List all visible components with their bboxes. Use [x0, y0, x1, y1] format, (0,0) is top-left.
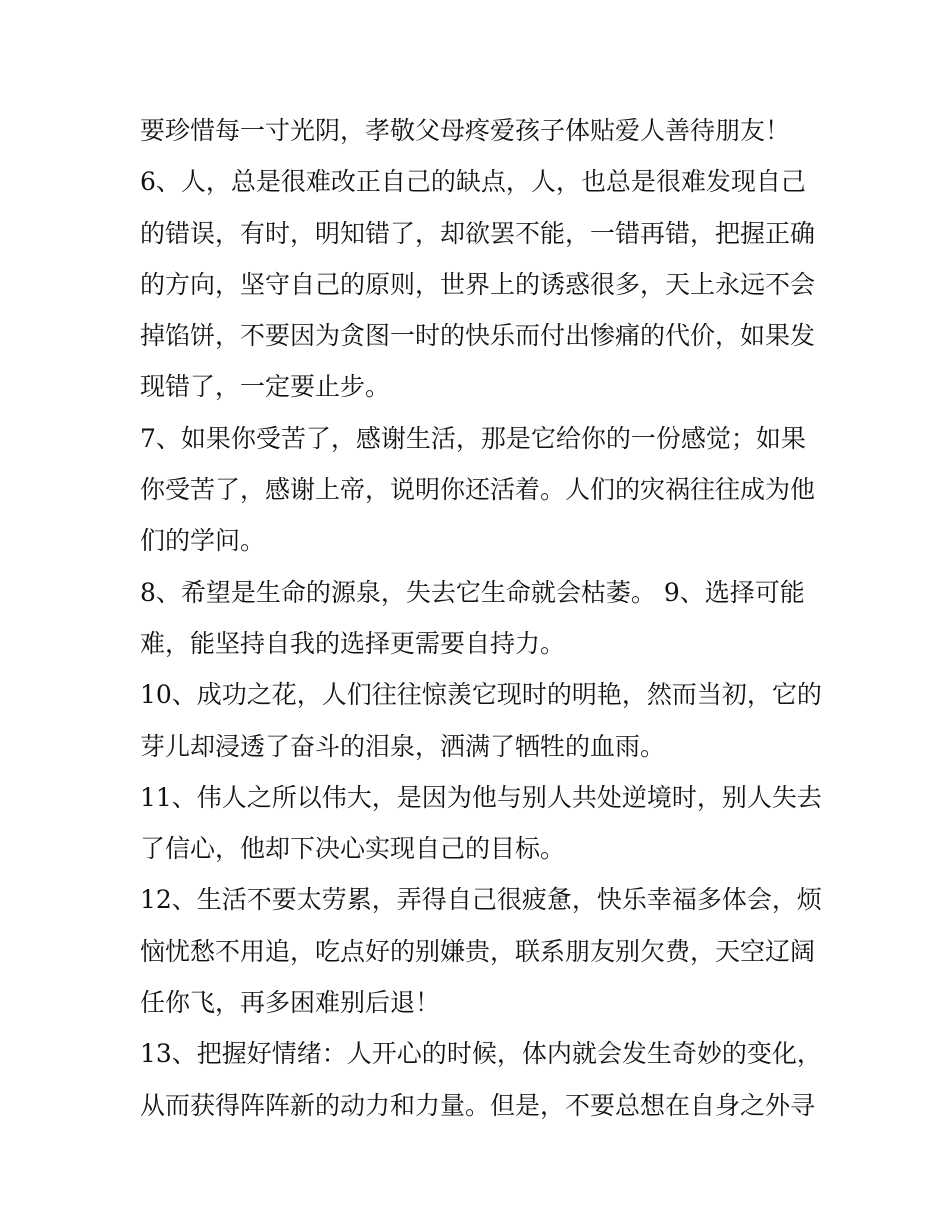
- text-line: 了信心，他却下决心实现自己的目标。: [140, 834, 566, 864]
- text-line: 6、人，总是很难改正自己的缺点，人，也总是很难发现自己: [140, 167, 806, 197]
- text-line: 的方向，坚守自己的原则，世界上的诱惑很多，天上永远不会: [140, 269, 816, 299]
- text-line: 8、希望是生命的源泉，失去它生命就会枯萎。 9、选择可能: [140, 577, 805, 607]
- text-line: 从而获得阵阵新的动力和力量。但是，不要总想在自身之外寻: [140, 1090, 816, 1120]
- text-line: 恼忧愁不用追，吃点好的别嫌贵，联系朋友别欠费，天空辽阔: [140, 936, 816, 966]
- text-line: 的错误，有时，明知错了，却欲罢不能，一错再错，把握正确: [140, 218, 816, 248]
- text-line: 掉馅饼，不要因为贪图一时的快乐而付出惨痛的代价，如果发: [140, 321, 816, 351]
- text-line: 13、把握好情绪：人开心的时候，体内就会发生奇妙的变化，: [140, 1039, 822, 1069]
- document-body: [140, 105, 820, 1131]
- text-line: 们的学问。: [140, 526, 266, 556]
- text-line: 11、伟人之所以伟大，是因为他与别人共处逆境时，别人失去: [140, 782, 822, 812]
- text-line: 7、如果你受苦了，感谢生活，那是它给你的一份感觉；如果: [140, 423, 806, 453]
- text-line: 难，能坚持自我的选择更需要自持力。: [140, 628, 566, 658]
- text-line: 现错了，一定要止步。: [140, 372, 391, 402]
- text-line: 任你飞，再多困难别后退！: [140, 988, 441, 1018]
- text-line: 你受苦了，感谢上帝，说明你还活着。人们的灾祸往往成为他: [140, 475, 816, 505]
- text-line: 12、生活不要太劳累，弄得自己很疲惫，快乐幸福多体会，烦: [140, 885, 822, 915]
- text-line: 要珍惜每一寸光阴，孝敬父母疼爱孩子体贴爱人善待朋友！: [140, 116, 791, 145]
- text-line: 10、成功之花，人们往往惊羡它现时的明艳，然而当初，它的: [140, 680, 822, 710]
- text-line: 芽儿却浸透了奋斗的泪泉，洒满了牺牲的血雨。: [140, 731, 666, 761]
